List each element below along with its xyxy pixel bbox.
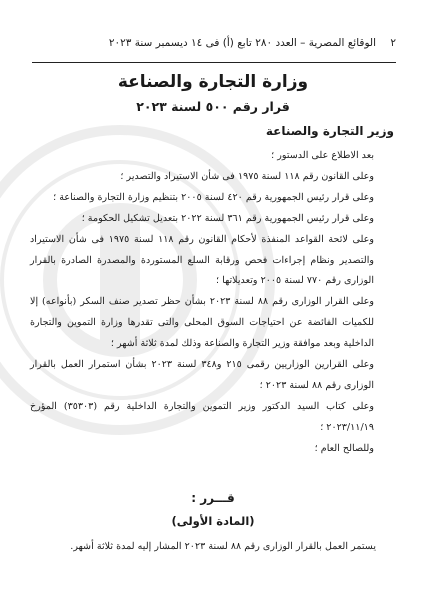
minister-title: وزير التجارة والصناعة: [265, 124, 394, 138]
decree-title: قرار رقم ٥٠٠ لسنة ٢٠٢٣: [136, 99, 290, 114]
preamble-paragraph: وعلى لائحة القواعد المنفذة لأحكام القانون رقم ١١٨ لسنة ١٩٧٥ فى شأن الاستيراد والتصدير ونظام إجراءات فحص ورقابة السلع المستوردة والمصدرة الصادرة بالقرار الوزارى رقم ٧٧٠ لسنة ٢٠٠٥ وتعديلاتها ؛: [30, 233, 375, 287]
preamble-paragraph: وعلى القرار الوزارى رقم ٨٨ لسنة ٢٠٢٣ بشأن حظر تصدير صنف السكر (بأنواعه) إلا للكميات الفائضة عن احتياجات السوق المحلى والتى تقدرها وزارة التموين والتجارة الداخلية وبعد موافقة وزير التجارة والصناعة وذلك لمدة ثلاثة أشهر ؛: [30, 296, 375, 350]
page-number: ٢: [390, 37, 396, 49]
preamble: [30, 146, 394, 460]
preamble-paragraph: وعلى القانون رقم ١١٨ لسنة ١٩٧٥ فى شأن الاستيراد والتصدير ؛: [120, 170, 374, 182]
header-text: الوقائع المصرية – العدد ٢٨٠ تابع (أ) فى ١٤ ديسمبر سنة ٢٠٢٣: [108, 37, 376, 49]
preamble-paragraph: بعد الاطلاع على الدستور ؛: [271, 150, 374, 161]
article-text: يستمر العمل بالقرار الوزارى رقم ٨٨ لسنة ٢٠٢٣ المشار إليه لمدة ثلاثة أشهر.: [70, 541, 376, 552]
header-divider: [32, 62, 396, 63]
article-title: (المادة الأولى): [171, 514, 255, 528]
preamble-paragraph: وعلى القرارين الوزاريين رقمى ٢١٥ و٣٤٨ لسنة ٢٠٢٣ بشأن استمرار العمل بالقرار الوزارى رقم ٨٨ لسنة ٢٠٢٣ ؛: [30, 359, 374, 391]
preamble-paragraph: وللصالح العام ؛: [314, 442, 374, 454]
preamble-paragraph: وعلى قرار رئيس الجمهورية رقم ٤٢٠ لسنة ٢٠٠٥ بتنظيم وزارة التجارة والصناعة ؛: [53, 191, 374, 203]
page-header: [32, 37, 396, 57]
article-body: [30, 537, 394, 557]
preamble-paragraph: وعلى كتاب السيد الدكتور وزير التموين والتجارة الداخلية رقم (٣٥٣٠٣) المؤرخ ٢٠٢٣/١١/١٩ ؛: [30, 400, 374, 433]
preamble-paragraph: وعلى قرار رئيس الجمهورية رقم ٣٦١ لسنة ٢٠٢٢ بتعديل تشكيل الحكومة ؛: [81, 212, 374, 224]
ministry-title: وزارة التجارة والصناعة: [117, 72, 309, 92]
decided-heading: قـــرر :: [191, 491, 235, 505]
